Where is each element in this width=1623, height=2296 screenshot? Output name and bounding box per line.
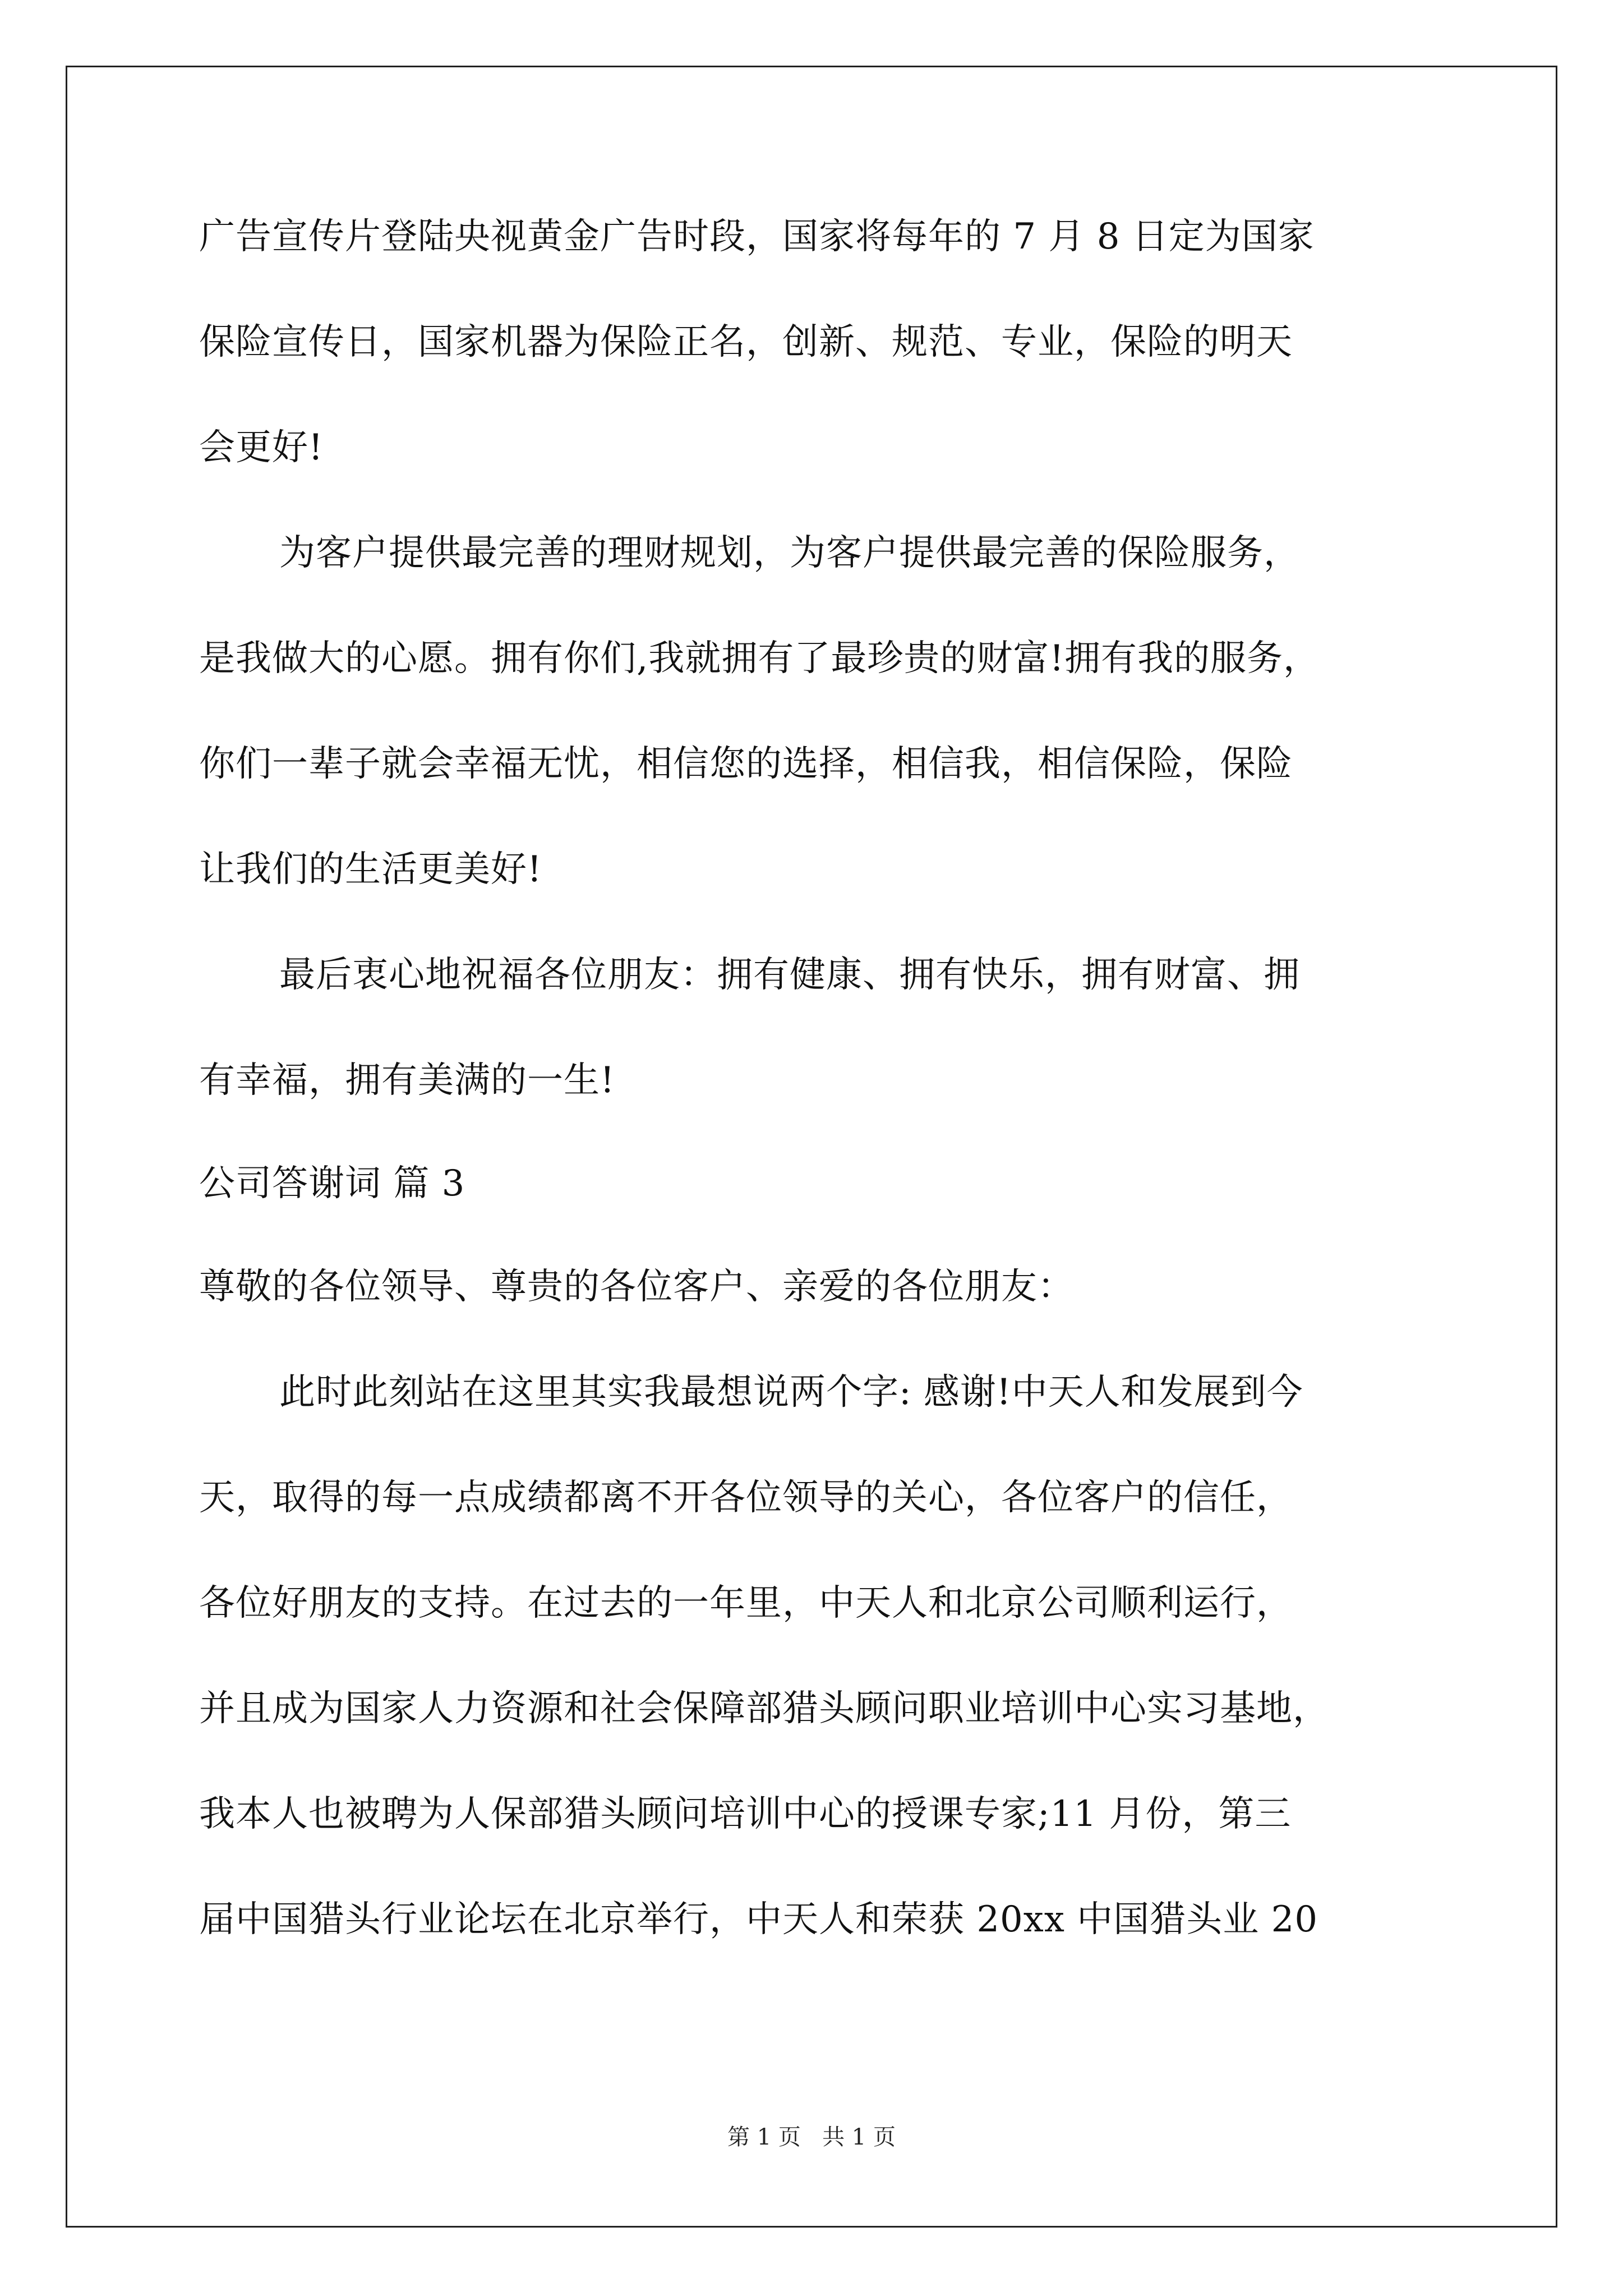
page-number-footer: 第 1 页 共 1 页: [727, 2124, 896, 2150]
body-text-line: 届中国猎头行业论坛在北京举行，中天人和荣获 20xx 中国猎头业 20: [199, 1899, 1318, 1940]
body-text-line: 天，取得的每一点成绩都离不开各位领导的关心，各位客户的信任，: [199, 1477, 1293, 1519]
section-heading: 公司答谢词 篇 3: [199, 1163, 465, 1204]
body-text-line: 是我做大的心愿。拥有你们,我就拥有了最珍贵的财富!拥有我的服务，: [199, 638, 1320, 679]
body-text-line: 你们一辈子就会幸福无忧，相信您的选择，相信我，相信保险，保险: [199, 743, 1293, 785]
body-text-line: 保险宣传日，国家机器为保险正名，创新、规范、专业，保险的明天: [199, 321, 1293, 363]
body-text-line: 广告宣传片登陆央视黄金广告时段，国家将每年的 7 月 8 日定为国家: [199, 216, 1315, 257]
body-text-line: 会更好!: [199, 427, 324, 468]
salutation-line: 尊敬的各位领导、尊贵的各位客户、亲爱的各位朋友：: [199, 1266, 1074, 1308]
paragraph-start-line: 最后衷心地祝福各位朋友：拥有健康、拥有快乐，拥有财富、拥: [279, 954, 1300, 996]
body-text-line: 有幸福，拥有美满的一生!: [199, 1060, 615, 1101]
body-text-line: 各位好朋友的支持。在过去的一年里，中天人和北京公司顺利运行，: [199, 1582, 1293, 1624]
body-text-line: 我本人也被聘为人保部猎头顾问培训中心的授课专家;11 月份，第三: [199, 1793, 1292, 1835]
paragraph-start-line: 此时此刻站在这里其实我最想说两个字: 感谢!中天人和发展到今: [279, 1372, 1303, 1413]
paragraph-start-line: 为客户提供最完善的理财规划，为客户提供最完善的保险服务，: [279, 532, 1300, 574]
body-text-line: 并且成为国家人力资源和社会保障部猎头顾问职业培训中心实习基地，: [199, 1688, 1329, 1729]
body-text-line: 让我们的生活更美好!: [199, 849, 542, 890]
